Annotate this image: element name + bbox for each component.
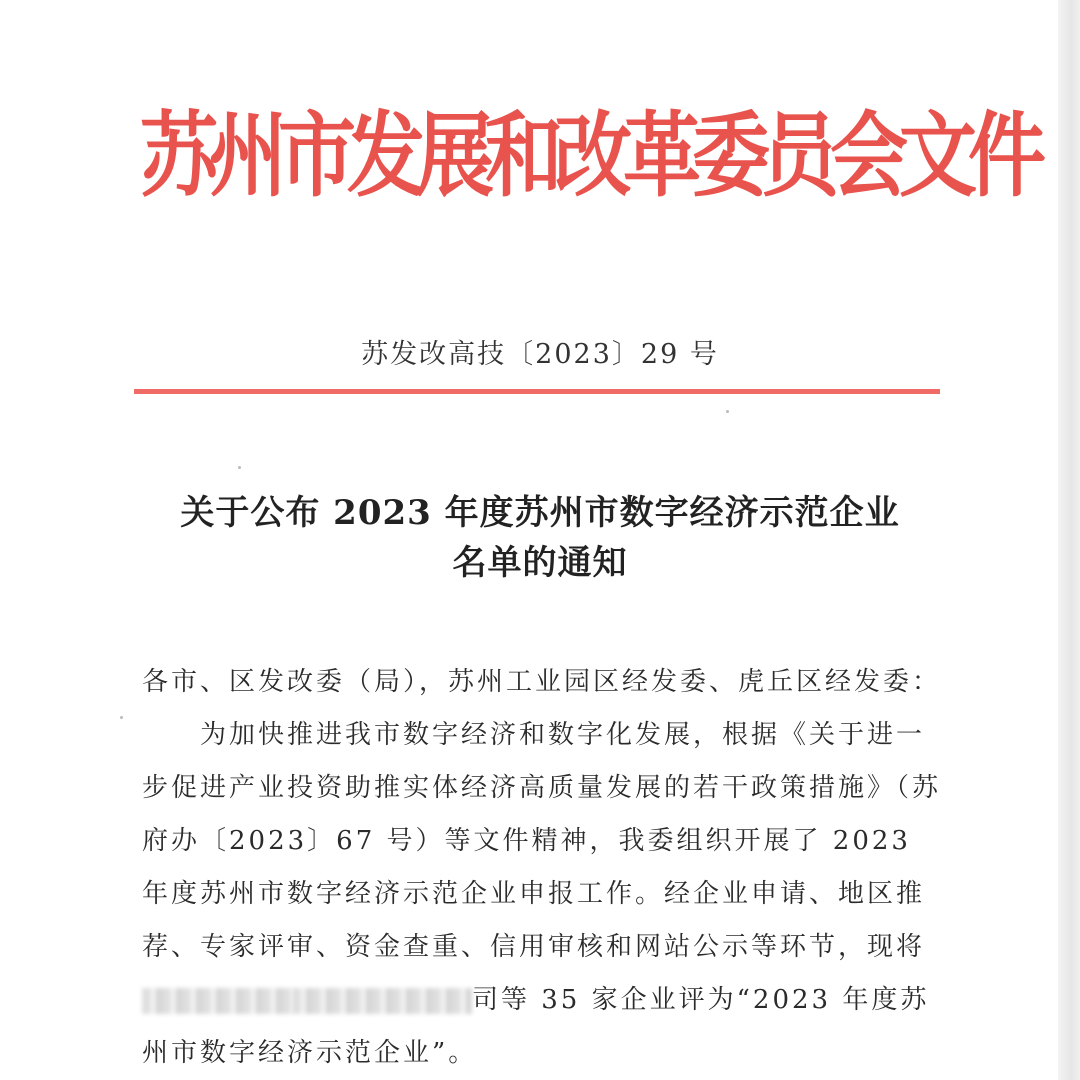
redacted-company-name [142, 988, 292, 1014]
body-paragraph-part-1: 为加快推进我市数字经济和数字化发展，根据《关于进一步促进产业投资助推实体经济高质量发展的若干政策措施》（苏府办〔2023〕67 号）等文件精神，我委组织开展了 2023 年度苏州市数字经济示范企业申报工作。经企业申请、地区推荐、专家评审、资金查重、信用审核和网站公示等环节，现将 [142, 720, 942, 962]
page-edge-shadow [1058, 0, 1080, 1080]
redacted-company-name-cont [292, 988, 472, 1014]
notice-title-line-1: 关于公布 2023 年度苏州市数字经济示范企业 [180, 493, 900, 533]
notice-title [120, 488, 960, 588]
notice-title-line-2: 名单的通知 [452, 543, 628, 583]
body-paragraph-part-2: 司等 35 家企业评为“2023 年度苏州市数字经济示范企业”。 [142, 985, 930, 1068]
salutation: 各市、区发改委（局），苏州工业园区经发委、虎丘区经发委： [142, 667, 942, 697]
document-header-title: 苏州市发展和改革委员会文件 [140, 103, 1038, 210]
document-number: 苏发改高技〔2023〕29 号 [361, 339, 719, 370]
body-paragraph [142, 709, 942, 1080]
notice-body [142, 656, 942, 1080]
red-divider-line [134, 389, 940, 394]
